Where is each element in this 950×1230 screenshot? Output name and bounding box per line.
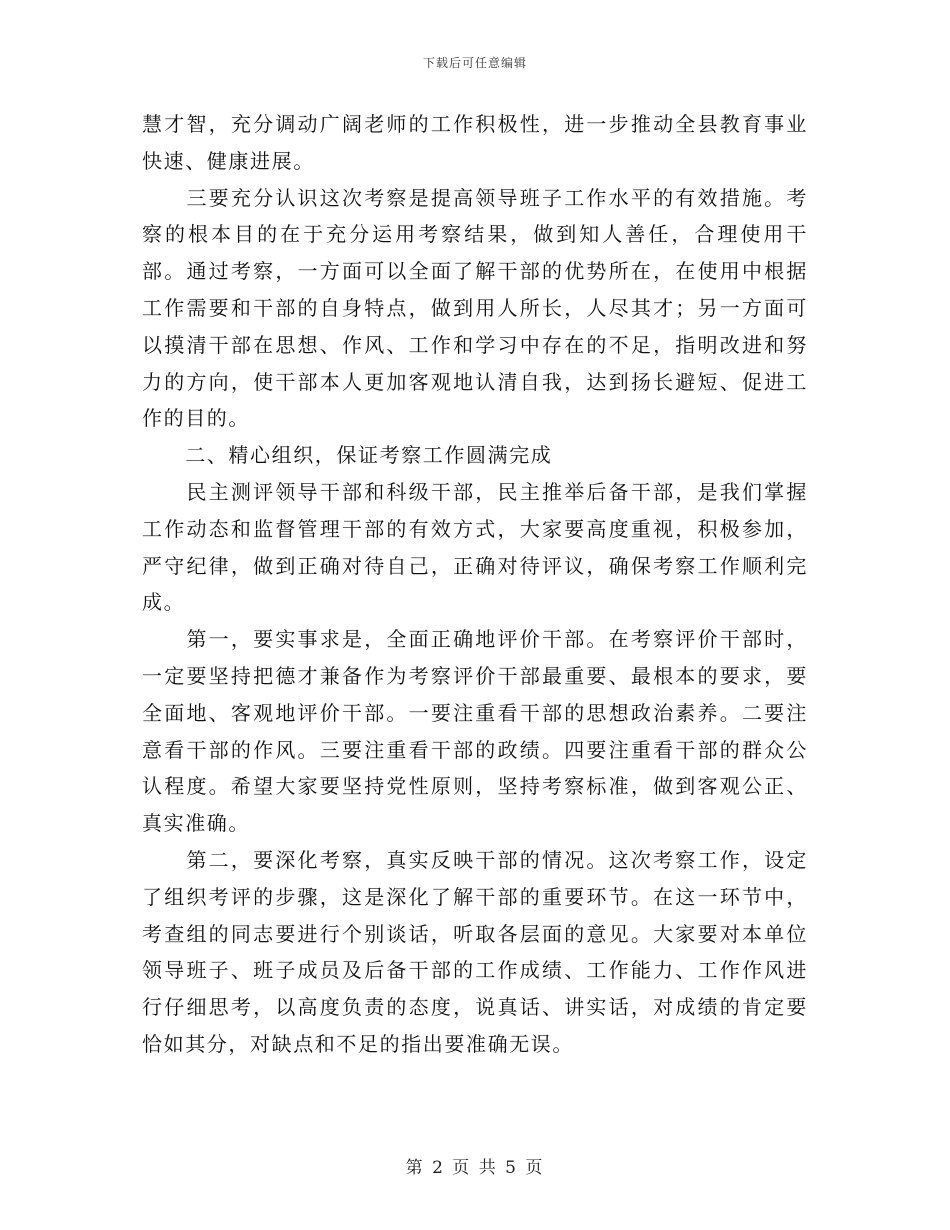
paragraph-5: 第二，要深化考察，真实反映干部的情况。这次考察工作，设定了组织考评的步骤，这是深化了解干部的重要环节。在这一环节中，考查组的同志要进行个别谈话，听取各层面的意见。大家要对本单位领导班子、班子成员及后备干部的工作成绩、工作能力、工作作风进行仔细思考，以高度负责的态度，说真话、讲实话，对成绩的肯定要恰如其分，对缺点和不足的指出要准确无误。 bbox=[142, 847, 808, 1056]
paragraph-2: 三要充分认识这次考察是提高领导班子工作水平的有效措施。考察的根本目的在于充分运用考察结果，做到知人善任，合理使用干部。通过考察，一方面可以全面了解干部的优势所在，在使用中根据工作需要和干部的自身特点，做到用人所长，人尽其才；另一方面可以摸清干部在思想、作风、工作和学习中存在的不足，指明改进和努力的方向，使干部本人更加客观地认清自我，达到扬长避短、促进工作的目的。 bbox=[142, 185, 808, 431]
section-heading: 二、精心组织，保证考察工作圆满完成 bbox=[142, 443, 553, 468]
paragraph-3: 民主测评领导干部和科级干部，民主推举后备干部，是我们掌握工作动态和监督管理干部的有效方式，大家要高度重视，积极参加，严守纪律，做到正确对待自己，正确对待评议，确保考察工作顺利完成。 bbox=[142, 479, 808, 615]
header-note: 下载后可任意编辑 bbox=[422, 56, 527, 70]
paragraph-4: 第一，要实事求是，全面正确地评价干部。在考察评价干部时，一定要坚持把德才兼备作为考察评价干部最重要、最根本的要求，要全面地、客观地评价干部。一要注重看干部的思想政治素养。二要注意看干部的作风。三要注重看干部的政绩。四要注重看干部的群众公认程度。希望大家要坚持党性原则，坚持考察标准，做到客观公正、真实准确。 bbox=[142, 627, 808, 836]
page-number: 第 2 页 共 5 页 bbox=[405, 1158, 545, 1178]
body-text bbox=[142, 106, 808, 1063]
paragraph-1: 慧才智，充分调动广阔老师的工作积极性，进一步推动全县教育事业快速、健康进展。 bbox=[142, 112, 808, 173]
